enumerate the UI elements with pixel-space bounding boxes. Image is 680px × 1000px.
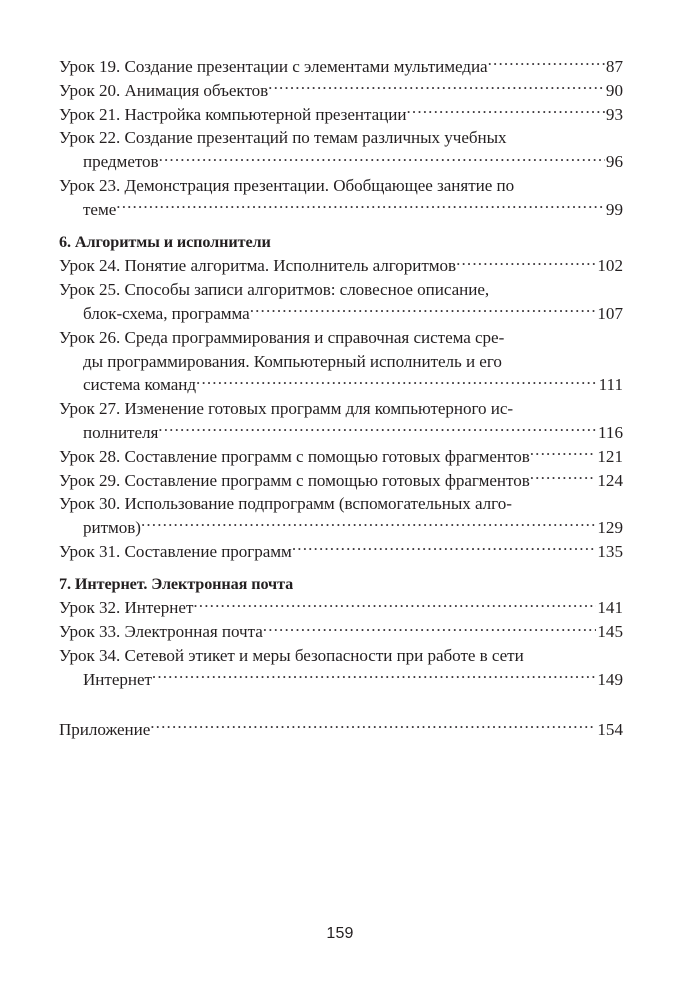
toc-entry[interactable]: [59, 349, 623, 373]
toc-entry-page-number: 121: [597, 446, 623, 466]
toc-dot-leader: [524, 644, 623, 661]
toc-dot-leader: [141, 516, 596, 533]
toc-entry-page-number: 96: [605, 152, 623, 172]
toc-entry-page-number: 90: [605, 80, 623, 100]
toc-entry[interactable]: [59, 468, 623, 492]
toc-entry[interactable]: [59, 644, 623, 668]
toc-entry-title: система команд: [83, 375, 197, 395]
toc-entry[interactable]: [59, 445, 623, 469]
toc-entry-title: Интернет: [83, 669, 152, 689]
toc-dot-leader: [502, 349, 623, 366]
toc-entry-title: Урок 34. Сетевой этикет и меры безопасности при работе в сети: [59, 646, 524, 666]
toc-entry-title: Урок 19. Создание презентации с элементами мультимедиа: [59, 57, 488, 77]
toc-entry[interactable]: [59, 103, 623, 127]
toc-entry[interactable]: [59, 326, 623, 350]
toc-entry-page-number: 111: [598, 375, 623, 395]
toc-entry-title: Приложение: [59, 719, 151, 739]
toc-spacer: [59, 692, 623, 718]
toc-dot-leader: [158, 421, 597, 438]
toc-entry[interactable]: [59, 540, 623, 564]
toc-dot-leader: [406, 103, 604, 120]
toc-entry-title: Урок 24. Понятие алгоритма. Исполнитель алгоритмов: [59, 256, 457, 276]
toc-entry-title: теме: [83, 199, 117, 219]
toc-entry[interactable]: [59, 278, 623, 302]
toc-dot-leader: [530, 468, 597, 485]
toc-dot-leader: [489, 278, 623, 295]
toc-part-heading: 7. Интернет. Электронная почта: [59, 574, 294, 593]
toc-entry-page-number: 129: [597, 518, 623, 538]
toc-entry-title: ритмов): [83, 518, 141, 538]
toc-entry-page-number: 124: [597, 470, 623, 490]
toc-entry[interactable]: [59, 55, 623, 79]
toc-dot-leader: [250, 302, 597, 319]
toc-entry-page-number: 149: [597, 669, 623, 689]
toc-entry[interactable]: [59, 718, 623, 742]
toc-entry-page-number: 141: [597, 598, 623, 618]
toc-dot-leader: [292, 540, 597, 557]
toc-entry-page-number: 107: [597, 303, 623, 323]
toc-entry[interactable]: [59, 79, 623, 103]
toc-entry[interactable]: [59, 668, 623, 692]
toc-entry[interactable]: [59, 126, 623, 150]
toc-dot-leader: [513, 397, 623, 414]
toc-dot-leader: [152, 668, 596, 685]
toc-entry-title: предметов: [83, 152, 159, 172]
toc-entry[interactable]: [59, 620, 623, 644]
toc-dot-leader: [116, 198, 605, 215]
toc-dot-leader: [263, 620, 597, 637]
toc-entry[interactable]: [59, 492, 623, 516]
toc-dot-leader: [193, 596, 596, 613]
toc-entry-title: блок-схема, программа: [83, 303, 250, 323]
toc-dot-leader: [512, 492, 623, 509]
toc-entry[interactable]: [59, 397, 623, 421]
page-number-folio: 159: [326, 925, 354, 942]
toc-dot-leader: [196, 373, 598, 390]
toc-dot-leader: [504, 326, 623, 343]
toc-entry[interactable]: [59, 302, 623, 326]
toc-dot-leader: [514, 174, 623, 191]
toc-entry-title: Урок 33. Электронная почта: [59, 622, 263, 642]
toc-dot-leader: [159, 150, 605, 167]
toc-entry-page-number: 145: [597, 622, 623, 642]
toc-entry-page-number: 87: [605, 57, 623, 77]
toc-entry[interactable]: [59, 174, 623, 198]
toc-entry-title: полнителя: [83, 422, 159, 442]
toc-entry-title: Урок 22. Создание презентаций по темам различных учебных: [59, 128, 507, 148]
toc-entry-title: Урок 25. Способы записи алгоритмов: словесное описание,: [59, 280, 490, 300]
toc-entry-page-number: 93: [605, 104, 623, 124]
toc-entry-title: Урок 28. Составление программ с помощью готовых фрагментов: [59, 446, 530, 466]
toc-entry-page-number: 135: [597, 541, 623, 561]
toc-dot-leader: [530, 445, 597, 462]
toc-entry-title: Урок 21. Настройка компьютерной презентации: [59, 104, 407, 124]
toc-entry[interactable]: [59, 516, 623, 540]
toc-entry-title: Урок 26. Среда программирования и справочная система сре-: [59, 327, 505, 347]
toc-entry-title: Урок 31. Составление программ: [59, 541, 292, 561]
toc-entry-title: Урок 20. Анимация объектов: [59, 80, 269, 100]
toc-part-heading: 6. Алгоритмы и исполнители: [59, 232, 271, 251]
toc-entry-title: Урок 30. Использование подпрограмм (вспомогательных алго-: [59, 494, 512, 514]
toc-entry-page-number: 102: [597, 256, 623, 276]
toc-dot-leader: [456, 254, 596, 271]
toc-entry[interactable]: [59, 373, 623, 397]
toc-entry[interactable]: [59, 596, 623, 620]
toc-entry[interactable]: [59, 150, 623, 174]
toc-entry[interactable]: [59, 198, 623, 222]
toc-entry[interactable]: [59, 421, 623, 445]
toc-entry[interactable]: [59, 254, 623, 278]
toc-dot-leader: [268, 79, 605, 96]
toc-dot-leader: [488, 55, 605, 72]
toc-entry-title: Урок 27. Изменение готовых программ для компьютерного ис-: [59, 399, 514, 419]
toc-entry-title: Урок 23. Демонстрация презентации. Обобщающее занятие по: [59, 176, 515, 196]
toc-entry-title: Урок 32. Интернет: [59, 598, 194, 618]
toc-entry-page-number: 99: [605, 199, 623, 219]
toc-dot-leader: [150, 718, 596, 735]
toc-entry-page-number: 116: [597, 422, 623, 442]
toc-entry-page-number: 154: [597, 719, 623, 739]
toc-entry-title: Урок 29. Составление программ с помощью готовых фрагментов: [59, 470, 530, 490]
table-of-contents: [59, 55, 623, 741]
toc-entry-title: ды программирования. Компьютерный исполнитель и его: [83, 351, 502, 371]
toc-dot-leader: [507, 126, 623, 143]
